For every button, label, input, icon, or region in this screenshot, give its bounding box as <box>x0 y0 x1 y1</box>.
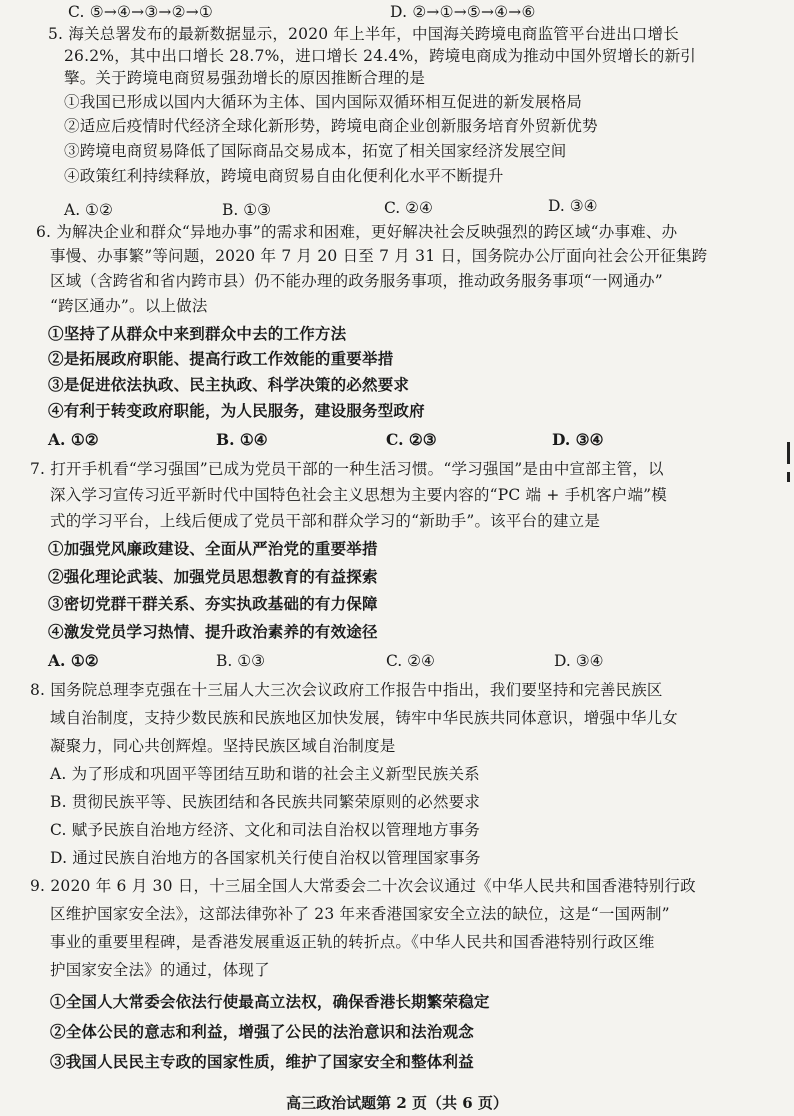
q8-option-b: B. 贯彻民族平等、民族团结和各民族共同繁荣原则的必然要求 <box>50 793 481 811</box>
q5-item-2: ②适应后疫情时代经济全球化新形势，跨境电商企业创新服务培育外贸新优势 <box>64 117 598 135</box>
q6-stem-line-2: 事慢、办事繁”等问题，2020 年 7 月 20 日至 7 月 31 日，国务院办公厅面向社会公开征集跨 <box>50 247 708 265</box>
q9-item-2: ②全体公民的意志和利益，增强了公民的法治意识和法治观念 <box>50 1022 474 1041</box>
q6-option-b: B. ①④ <box>216 430 268 449</box>
q5-item-3: ③跨境电商贸易降低了国际商品交易成本，拓宽了相关国家经济发展空间 <box>64 142 567 160</box>
q6-option-d: D. ③④ <box>552 430 604 449</box>
q6-option-a: A. ①② <box>48 430 99 449</box>
q6-stem-line-3: 区域（含跨省和省内跨市县）仍不能办理的政务服务事项，推动政务服务事项“一网通办” <box>50 272 663 290</box>
q6-item-2: ②是拓展政府职能、提高行政工作效能的重要举措 <box>48 349 394 368</box>
q8-stem-line-2: 域自治制度，支持少数民族和民族地区加快发展，铸牢中华民族共同体意识，增强中华儿女 <box>50 709 679 727</box>
q7-item-1: ①加强党风廉政建设、全面从严治党的重要举措 <box>48 539 378 558</box>
q6-stem-line-1: 6. 为解决企业和群众“异地办事”的需求和困难，更好解决社会反映强烈的跨区域“办事难、办 <box>36 223 678 241</box>
page-footer: 高三政治试题第 2 页（共 6 页） <box>286 1094 508 1112</box>
q7-option-d: D. ③④ <box>554 652 604 670</box>
scan-edge-mark <box>787 442 790 464</box>
q7-stem-line-3: 式的学习平台，上线后便成了党员干部和群众学习的“新助手”。该平台的建立是 <box>50 512 601 530</box>
q9-stem-line-1: 9. 2020 年 6 月 30 日，十三届全国人大常委会二十次会议通过《中华人民共和国香港特别行政 <box>30 877 696 895</box>
q5-option-d: D. ③④ <box>548 197 598 215</box>
q8-stem-line-3: 凝聚力，同心共创辉煌。坚持民族区域自治制度是 <box>50 737 396 755</box>
q5-stem-line-1: 5. 海关总署发布的最新数据显示，2020 年上半年，中国海关跨境电商监管平台进出口增长 <box>48 25 679 43</box>
scan-edge-mark <box>787 472 790 482</box>
q7-stem-line-1: 7. 打开手机看“学习强国”已成为党员干部的一种生活习惯。“学习强国”是由中宣部主管，以 <box>30 460 664 478</box>
q6-item-1: ①坚持了从群众中来到群众中去的工作方法 <box>48 324 347 343</box>
q8-option-c: C. 赋予民族自治地方经济、文化和司法自治权以管理地方事务 <box>50 821 480 839</box>
q5-option-c: C. ②④ <box>384 199 433 217</box>
q9-item-1: ①全国人大常委会依法行使最高立法权，确保香港长期繁荣稳定 <box>50 992 490 1011</box>
q7-option-b: B. ①③ <box>216 652 266 670</box>
q8-stem-line-1: 8. 国务院总理李克强在十三届人大三次会议政府工作报告中指出，我们要坚持和完善民族区 <box>30 681 663 699</box>
q7-item-4: ④激发党员学习热情、提升政治素养的有效途径 <box>48 622 378 641</box>
q7-stem-line-2: 深入学习宣传习近平新时代中国特色社会主义思想为主要内容的“PC 端 + 手机客户端”模 <box>50 486 668 504</box>
q5-option-b: B. ①③ <box>222 201 272 219</box>
q5-item-1: ①我国已形成以国内大循环为主体、国内国际双循环相互促进的新发展格局 <box>64 93 583 111</box>
q5-item-4: ④政策红利持续释放，跨境电商贸易自由化便利化水平不断提升 <box>64 167 504 185</box>
q8-option-d: D. 通过民族自治地方的各国家机关行使自治权以管理国家事务 <box>50 849 481 867</box>
q5-stem-line-3: 擎。关于跨境电商贸易强劲增长的原因推断合理的是 <box>64 69 426 87</box>
q6-option-c: C. ②③ <box>386 430 437 449</box>
q8-option-a: A. 为了形成和巩固平等团结互助和谐的社会主义新型民族关系 <box>50 765 480 783</box>
q7-option-c: C. ②④ <box>386 652 435 670</box>
q9-stem-line-4: 护国家安全法》的通过，体现了 <box>50 961 270 979</box>
q7-item-2: ②强化理论武装、加强党员思想教育的有益探索 <box>48 567 378 586</box>
q9-stem-line-3: 事业的重要里程碑，是香港发展重返正轨的转折点。《中华人民共和国香港特别行政区维 <box>50 933 655 951</box>
q7-option-a: A. ①② <box>48 651 99 670</box>
q7-item-3: ③密切党群干群关系、夯实执政基础的有力保障 <box>48 594 378 613</box>
q9-item-3: ③我国人民民主专政的国家性质，维护了国家安全和整体利益 <box>50 1052 474 1071</box>
q9-stem-line-2: 区维护国家安全法》，这部法律弥补了 23 年来香港国家安全立法的缺位，这是“一国两制” <box>50 905 670 923</box>
prev-option-c: C. ⑤→④→③→②→① <box>68 3 213 21</box>
q5-option-a: A. ①② <box>64 201 113 219</box>
q5-stem-line-2: 26.2%，其中出口增长 28.7%，进口增长 24.4%，跨境电商成为推动中国外贸增长的新引 <box>64 47 696 65</box>
q6-stem-line-4: “跨区通办”。以上做法 <box>50 297 208 315</box>
q6-item-4: ④有利于转变政府职能，为人民服务，建设服务型政府 <box>48 401 425 420</box>
q6-item-3: ③是促进依法执政、民主执政、科学决策的必然要求 <box>48 375 410 394</box>
prev-option-d: D. ②→①→⑤→④→⑥ <box>390 3 536 21</box>
